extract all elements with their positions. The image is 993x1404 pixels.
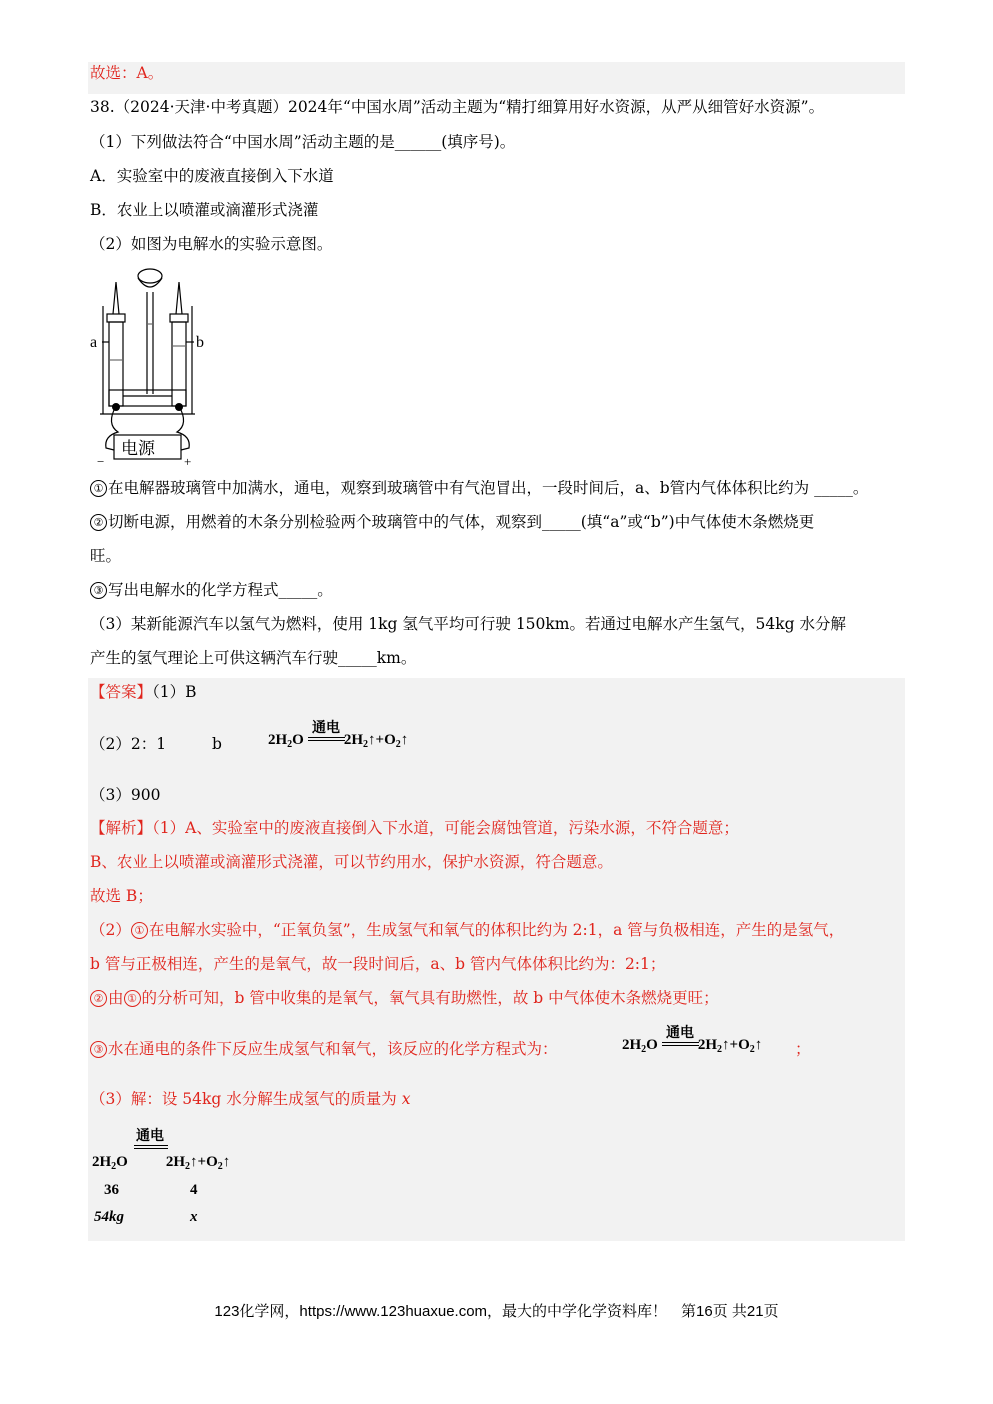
calc-condition: 通电 [136,1128,164,1144]
plus-sign: + [184,454,192,469]
analysis-line-5: b 管与正极相连，产生的是氧气，故一段时间后，a、b 管内气体体积比约为：2:1； [90,955,666,973]
top-answer-shade [88,62,905,94]
arrow-up-icon: ↑ [722,1037,730,1053]
answer-line-1: 【答案】（1）B [90,683,197,701]
question-2-2: ② 切断电源，用燃着的木条分别检验两个玻璃管中的气体，观察到_____(填“a”或“b”)中气体使木条燃烧更 [90,511,814,533]
footer-page-number: 第16页 共21页 [681,1303,779,1320]
answer-line-2-b: b [212,735,222,753]
circled-number: ② [90,514,107,531]
analysis-line-4: （2） ① 在电解水实验中，“正氧负氢”，生成氢气和氧气的体积比约为 2:1，a 管与负极相连，产生的是氢气， [90,921,845,939]
arrow-up-icon: ↑ [190,1154,198,1170]
arrow-up-icon: ↑ [368,732,376,748]
analysis-line-6: ② 由 ① 的分析可知，b 管中收集的是氧气，氧气具有助燃性，故 b 中气体使木条燃烧更旺； [90,987,719,1009]
electrolysis-diagram [88,264,218,470]
chemical-equation: $2H_2O$ $2H_2↑+O_2↑$ [268,732,409,750]
circled-number: ① [124,990,141,1007]
option-a: A．实验室中的废液直接倒入下水道 [90,167,334,185]
question-part-3: （3）某新能源汽车以氢气为燃料，使用 1kg 氢气平均可行驶 150km。若通过电解水产生氢气，54kg 水分解 [90,615,846,633]
arrow-up-icon: ↑ [222,1154,231,1170]
question-part-3-cont: 产生的氢气理论上可供这辆汽车行驶_____km。 [90,649,417,667]
question-stem: 38.（2024·天津·中考真题）2024年“中国水周”活动主题为“精打细算用好水资源，从严从细管好水资源”。 [90,98,825,116]
previous-answer: 故选：A。 [90,64,164,82]
tube-label-b: b [196,334,204,351]
question-2-1: ① 在电解器玻璃管中加满水，通电，观察到玻璃管中有气泡冒出，一段时间后，a、b管内气体体积比约为 _____。 [90,477,868,499]
calc-row1-right: 4 [190,1182,198,1198]
arrow-up-icon: ↑ [400,732,409,748]
analysis-line-1: 【解析】（1）A、实验室中的废液直接倒入下水道，可能会腐蚀管道，污染水源，不符合题意； [90,819,739,837]
chemical-equation: $2H_2O$ $2H_2↑+O_2↑$ [622,1037,763,1055]
question-2-2-cont: 旺。 [90,547,122,565]
circled-number: ② [90,990,107,1007]
power-label: 电源 [121,439,155,459]
question-part-2: （2）如图为电解水的实验示意图。 [90,235,333,253]
question-2-3: ③ 写出电解水的化学方程式_____。 [90,579,333,601]
analysis-line-8: （3）解：设 54kg 水分解生成氢气的质量为 x [90,1090,411,1108]
answer-line-3: （3）900 [90,786,161,804]
analysis-line-7-end: ； [795,1040,811,1058]
calc-equation: $2H_2O$ $2H_2↑+O_2↑$ [92,1154,231,1172]
analysis-line-3: 故选 B； [90,887,153,905]
calc-double-line [134,1145,168,1149]
circled-number: ③ [90,1041,107,1058]
answer-line-2: （2）2：1 [90,735,167,753]
circled-number: ① [131,922,148,939]
footer-site: 123化学网，https://www.123huaxue.com，最大的中学化学资料库！ [214,1303,668,1320]
option-b: B．农业上以喷灌或滴灌形式浇灌 [90,201,319,219]
circled-number: ③ [90,582,107,599]
calc-row1-left: 36 [104,1182,119,1198]
tube-label-a: a [90,334,98,351]
arrow-up-icon: ↑ [754,1037,763,1053]
analysis-line-2: B、农业上以喷灌或滴灌形式浇灌，可以节约用水，保护水资源，符合题意。 [90,853,613,871]
circled-number: ① [90,480,107,497]
answer-tag: 【答案】 [90,683,153,701]
calc-row2-left: 54kg [94,1209,124,1225]
equation-condition: 通电 [312,720,340,736]
analysis-line-7: ③ 水在通电的条件下反应生成氢气和氧气，该反应的化学方程式为： [90,1038,558,1060]
equation-condition: 通电 [666,1025,694,1041]
page-footer [0,1300,993,1321]
question-part-1: （1）下列做法符合“中国水周”活动主题的是______(填序号)。 [90,133,516,151]
minus-sign: − [97,454,105,469]
calc-row2-right: x [190,1209,198,1225]
